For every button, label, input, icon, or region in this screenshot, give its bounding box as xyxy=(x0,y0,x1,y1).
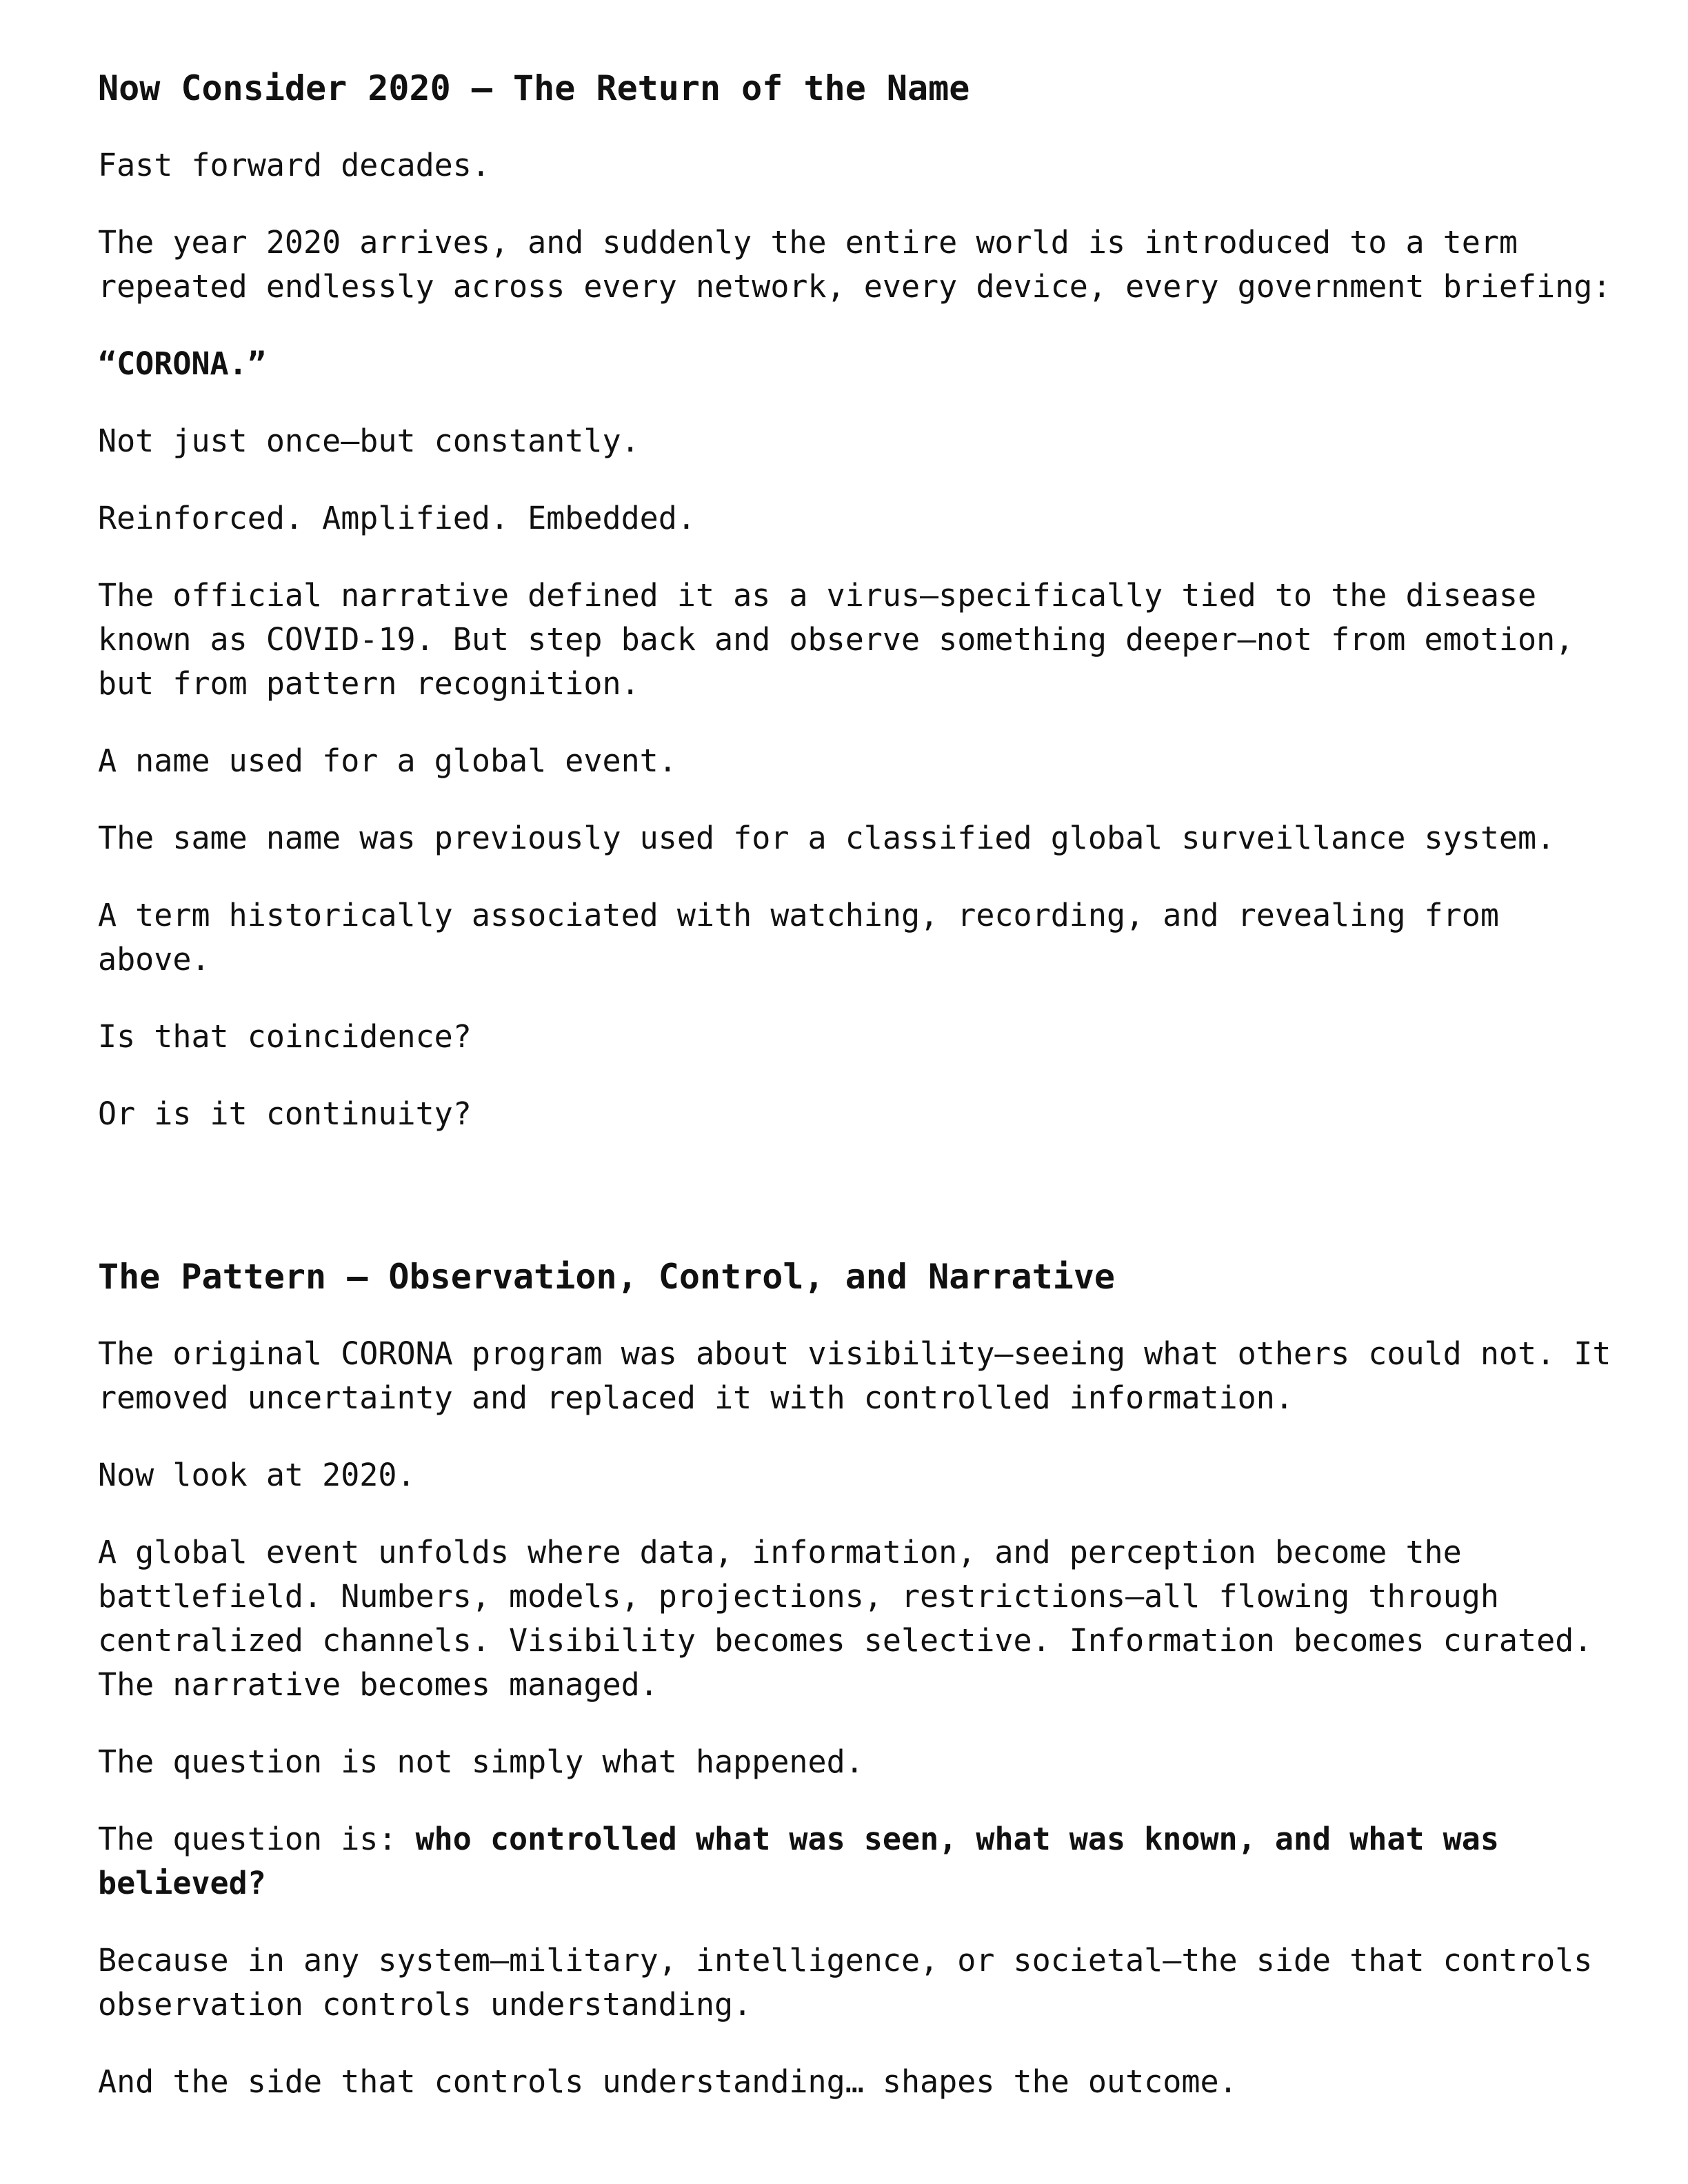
text-line: battlefield. Numbers, models, projections, restrictions—all flowing through xyxy=(98,1578,1499,1615)
text-line: The year 2020 arrives, and suddenly the entire world is introduced to a term xyxy=(98,224,1518,261)
paragraph-year-2020 xyxy=(98,221,1615,309)
paragraph-global-event-unfolds xyxy=(98,1530,1615,1707)
paragraph-reinforced: Reinforced. Amplified. Embedded. xyxy=(98,500,696,536)
text-line: A term historically associated with watching, recording, and revealing from xyxy=(98,897,1499,933)
text-line: observation controls understanding. xyxy=(98,1986,752,2023)
section-heading-the-pattern: The Pattern — Observation, Control, and Narrative xyxy=(98,1257,1116,1297)
paragraph-shapes-the-outcome: And the side that controls understanding… shapes the outcome. xyxy=(98,2063,1238,2100)
question-prefix: The question is: xyxy=(98,1821,416,1857)
text-line: The original CORONA program was about visibility—seeing what others could not. It xyxy=(98,1335,1611,1372)
paragraph-now-look: Now look at 2020. xyxy=(98,1457,416,1493)
document-page xyxy=(98,66,1615,2104)
text-line: repeated endlessly across every network, every device, every government briefing: xyxy=(98,268,1611,305)
text-line: Because in any system—military, intelligence, or societal—the side that controls xyxy=(98,1942,1593,1979)
paragraph-not-just-once: Not just once—but constantly. xyxy=(98,423,640,459)
paragraph-fast-forward: Fast forward decades. xyxy=(98,147,490,183)
question-bold-text: who controlled what was seen, what was known, and what was xyxy=(415,1821,1499,1857)
paragraph-name-used: A name used for a global event. xyxy=(98,742,677,779)
question-bold-text-end: believed? xyxy=(98,1865,266,1901)
text-line: but from pattern recognition. xyxy=(98,665,640,702)
text-line: centralized channels. Visibility becomes selective. Information becomes curated. xyxy=(98,1622,1593,1659)
paragraph-question-is xyxy=(98,1817,1615,1905)
section-heading-return-of-the-name: Now Consider 2020 — The Return of the Name xyxy=(98,68,970,108)
text-line: The narrative becomes managed. xyxy=(98,1666,659,1703)
text-line: known as COVID-19. But step back and observe something deeper—not from emotion, xyxy=(98,621,1574,658)
paragraph-because-in-any-system xyxy=(98,1939,1615,2027)
text-line: A global event unfolds where data, information, and perception become the xyxy=(98,1534,1462,1570)
paragraph-coincidence: Is that coincidence? xyxy=(98,1018,472,1055)
paragraph-official-narrative xyxy=(98,574,1615,706)
text-line: above. xyxy=(98,941,210,978)
corona-quote: “CORONA.” xyxy=(98,345,266,382)
paragraph-continuity: Or is it continuity? xyxy=(98,1095,472,1132)
text-line: The official narrative defined it as a virus—specifically tied to the disease xyxy=(98,577,1537,614)
paragraph-corona-quote xyxy=(98,342,1615,386)
text-line xyxy=(98,1817,1615,1861)
paragraph-question-not-simply: The question is not simply what happened. xyxy=(98,1743,864,1780)
text-line: removed uncertainty and replaced it with controlled information. xyxy=(98,1379,1294,1416)
paragraph-term-historically xyxy=(98,893,1615,982)
paragraph-same-name: The same name was previously used for a classified global surveillance system. xyxy=(98,820,1556,856)
paragraph-original-corona-program xyxy=(98,1332,1615,1420)
